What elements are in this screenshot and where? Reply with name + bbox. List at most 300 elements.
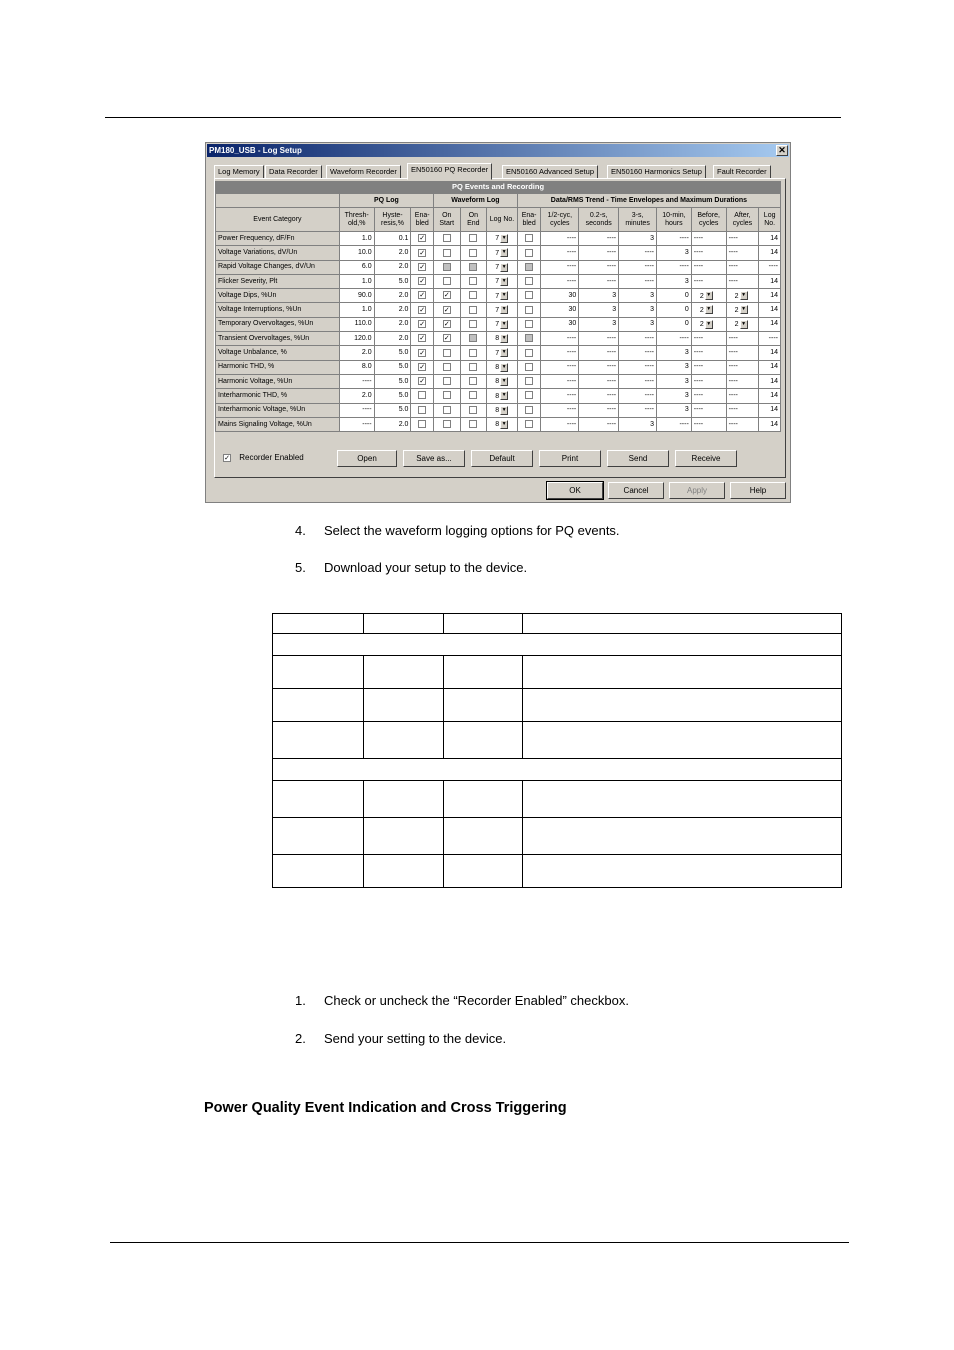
chevron-down-icon[interactable]: ▼ (501, 349, 507, 356)
seconds-field[interactable]: ---- (579, 332, 619, 346)
after-cycles-field[interactable]: ---- (726, 360, 759, 374)
minutes-field[interactable]: ---- (619, 260, 657, 274)
minutes-field[interactable]: 3 (619, 303, 657, 317)
trend-log-field[interactable]: 14 (759, 346, 781, 360)
trend-enabled-checkbox-box[interactable] (525, 320, 533, 328)
after-cycles-select[interactable] (726, 317, 759, 331)
tab-log-memory[interactable]: Log Memory (214, 165, 264, 179)
table-cell (523, 689, 842, 722)
chevron-down-icon[interactable]: ▼ (741, 292, 747, 299)
chevron-down-icon[interactable]: ▼ (501, 306, 507, 313)
pq-enabled-checkbox[interactable] (411, 274, 434, 288)
seconds-field[interactable]: ---- (579, 246, 619, 260)
on-start-checkbox[interactable] (433, 232, 460, 246)
pq-enabled-checkbox[interactable] (411, 360, 434, 374)
hysteresis-field[interactable]: 2.0 (374, 417, 411, 431)
after-cycles-field[interactable]: ---- (726, 246, 759, 260)
recorder-enabled[interactable] (223, 453, 304, 462)
seconds-field[interactable]: ---- (579, 232, 619, 246)
on-start-checkbox[interactable] (433, 289, 460, 303)
before-cycles-select[interactable] (691, 317, 726, 331)
waveform-log-select[interactable] (487, 274, 518, 288)
seconds-field[interactable]: ---- (579, 389, 619, 403)
seconds-field[interactable]: 3 (579, 289, 619, 303)
trend-enabled-checkbox-box[interactable] (525, 249, 533, 257)
hysteresis-field[interactable]: 0.1 (374, 232, 411, 246)
before-cycles-field[interactable]: ---- (691, 389, 726, 403)
hours-field[interactable]: 3 (657, 346, 692, 360)
on-end-checkbox-box[interactable] (469, 263, 477, 271)
threshold-field[interactable]: 110.0 (339, 317, 374, 331)
trend-enabled-checkbox-box[interactable] (525, 306, 533, 314)
hysteresis-field[interactable]: 5.0 (374, 346, 411, 360)
after-cycles-field[interactable]: ---- (726, 232, 759, 246)
seconds-field[interactable]: ---- (579, 374, 619, 388)
trend-enabled-checkbox[interactable] (517, 246, 541, 260)
pq-enabled-checkbox-box[interactable]: ✓ (419, 249, 426, 257)
seconds-field[interactable]: ---- (579, 403, 619, 417)
on-start-checkbox[interactable] (433, 246, 460, 260)
trend-enabled-checkbox[interactable] (517, 317, 541, 331)
threshold-field[interactable]: ---- (339, 403, 374, 417)
on-start-checkbox-box[interactable] (443, 377, 451, 385)
hysteresis-field[interactable]: 2.0 (374, 332, 411, 346)
chevron-down-icon[interactable]: ▼ (706, 320, 712, 327)
trend-enabled-checkbox-box[interactable] (525, 263, 533, 271)
help-button[interactable]: Help (730, 482, 786, 499)
trend-log-field[interactable]: 14 (759, 317, 781, 331)
pq-enabled-checkbox-box[interactable]: ✓ (419, 335, 426, 343)
minutes-field[interactable]: ---- (619, 403, 657, 417)
on-end-checkbox-box[interactable] (469, 334, 477, 342)
on-start-checkbox-box[interactable]: ✓ (443, 335, 450, 343)
threshold-field[interactable]: 2.0 (339, 389, 374, 403)
pq-enabled-checkbox[interactable] (411, 317, 434, 331)
hours-field[interactable]: 3 (657, 374, 692, 388)
pq-enabled-checkbox[interactable] (411, 332, 434, 346)
hours-field[interactable]: ---- (657, 417, 692, 431)
before-cycles-select[interactable] (691, 303, 726, 317)
half-cycle-field[interactable]: ---- (541, 260, 579, 274)
after-cycles-field[interactable]: ---- (726, 274, 759, 288)
save-as-button[interactable]: Save as... (403, 450, 465, 467)
before-cycles-field[interactable]: ---- (691, 417, 726, 431)
on-start-checkbox-box[interactable]: ✓ (443, 292, 450, 300)
on-start-checkbox[interactable] (433, 389, 460, 403)
on-start-checkbox[interactable] (433, 332, 460, 346)
waveform-log-select[interactable] (487, 303, 518, 317)
half-cycle-field[interactable]: ---- (541, 274, 579, 288)
on-end-checkbox[interactable] (460, 403, 487, 417)
close-icon[interactable]: ✕ (776, 145, 788, 156)
table-cell (523, 781, 842, 818)
pq-enabled-checkbox-box[interactable]: ✓ (419, 263, 426, 271)
waveform-log-select[interactable] (487, 389, 518, 403)
before-cycles-select[interactable] (691, 289, 726, 303)
on-start-checkbox[interactable] (433, 360, 460, 374)
before-cycles-field[interactable]: ---- (691, 374, 726, 388)
on-end-checkbox[interactable] (460, 332, 487, 346)
minutes-field[interactable]: ---- (619, 346, 657, 360)
trend-log-field[interactable]: 14 (759, 374, 781, 388)
half-cycle-field[interactable]: ---- (541, 360, 579, 374)
on-start-checkbox[interactable] (433, 274, 460, 288)
on-start-checkbox-box[interactable]: ✓ (443, 321, 450, 328)
threshold-field[interactable]: 10.0 (339, 246, 374, 260)
pq-enabled-checkbox[interactable] (411, 260, 434, 274)
group-pq-log: PQ Log (339, 194, 433, 208)
chevron-down-icon[interactable]: ▼ (706, 292, 712, 299)
threshold-field[interactable]: 6.0 (339, 260, 374, 274)
trend-log-field[interactable]: 14 (759, 246, 781, 260)
waveform-log-select[interactable] (487, 332, 518, 346)
threshold-field[interactable]: 8.0 (339, 360, 374, 374)
waveform-log-select[interactable] (487, 289, 518, 303)
hysteresis-field[interactable]: 5.0 (374, 403, 411, 417)
hours-field[interactable]: ---- (657, 232, 692, 246)
seconds-field[interactable]: ---- (579, 346, 619, 360)
chevron-down-icon[interactable]: ▼ (741, 320, 747, 327)
on-end-checkbox[interactable] (460, 274, 487, 288)
tab-en50160-pq-recorder[interactable]: EN50160 PQ Recorder (407, 163, 492, 180)
minutes-field[interactable]: ---- (619, 274, 657, 288)
threshold-field[interactable]: ---- (339, 374, 374, 388)
after-cycles-field[interactable]: ---- (726, 417, 759, 431)
ok-button[interactable]: OK (547, 482, 603, 499)
half-cycle-field[interactable]: ---- (541, 417, 579, 431)
chevron-down-icon[interactable]: ▼ (501, 320, 507, 327)
on-start-checkbox-box[interactable] (443, 420, 451, 428)
hours-field[interactable]: 3 (657, 389, 692, 403)
trend-enabled-checkbox-box[interactable] (525, 420, 533, 428)
minutes-field[interactable]: 3 (619, 232, 657, 246)
on-end-checkbox[interactable] (460, 289, 487, 303)
minutes-field[interactable]: ---- (619, 246, 657, 260)
on-end-checkbox-box[interactable] (469, 406, 477, 414)
trend-enabled-checkbox[interactable] (517, 403, 541, 417)
half-cycle-field[interactable]: 30 (541, 303, 579, 317)
trend-enabled-checkbox[interactable] (517, 360, 541, 374)
threshold-field[interactable]: ---- (339, 417, 374, 431)
trend-enabled-checkbox-box[interactable] (525, 406, 533, 414)
seconds-field[interactable]: ---- (579, 417, 619, 431)
seconds-field[interactable]: ---- (579, 360, 619, 374)
trend-log-field[interactable]: 14 (759, 232, 781, 246)
on-end-checkbox[interactable] (460, 417, 487, 431)
chevron-down-icon[interactable]: ▼ (501, 335, 507, 342)
tab-data-recorder[interactable]: Data Recorder (265, 165, 322, 179)
on-end-checkbox-box[interactable] (469, 420, 477, 428)
on-start-checkbox-box[interactable]: ✓ (443, 306, 450, 314)
before-cycles-field[interactable]: ---- (691, 274, 726, 288)
seconds-field[interactable]: ---- (579, 274, 619, 288)
chevron-down-icon[interactable]: ▼ (501, 392, 507, 399)
minutes-field[interactable]: 3 (619, 317, 657, 331)
waveform-log-select[interactable] (487, 317, 518, 331)
chevron-down-icon[interactable]: ▼ (706, 306, 712, 313)
chevron-down-icon[interactable]: ▼ (741, 306, 747, 313)
waveform-log-select[interactable] (487, 360, 518, 374)
on-end-checkbox[interactable] (460, 260, 487, 274)
before-cycles-field[interactable]: ---- (691, 403, 726, 417)
trend-log-field[interactable]: ---- (759, 260, 781, 274)
pq-enabled-checkbox-box[interactable]: ✓ (419, 278, 426, 286)
on-start-checkbox-box[interactable] (443, 363, 451, 371)
hysteresis-field[interactable]: 5.0 (374, 360, 411, 374)
hysteresis-field[interactable]: 5.0 (374, 374, 411, 388)
hysteresis-field[interactable]: 2.0 (374, 246, 411, 260)
on-start-checkbox-box[interactable] (443, 277, 451, 285)
pq-enabled-checkbox[interactable] (411, 417, 434, 431)
on-start-checkbox[interactable] (433, 346, 460, 360)
pq-enabled-checkbox[interactable] (411, 232, 434, 246)
on-start-checkbox-box[interactable] (443, 234, 451, 242)
trend-enabled-checkbox-box[interactable] (525, 349, 533, 357)
step-text: Select the waveform logging options for PQ events. (324, 523, 620, 538)
pq-enabled-checkbox[interactable] (411, 303, 434, 317)
recorder-enabled-checkbox[interactable]: ✓ (224, 454, 230, 462)
after-cycles-select[interactable] (726, 289, 759, 303)
chevron-down-icon[interactable]: ▼ (501, 363, 507, 370)
on-end-checkbox-box[interactable] (469, 306, 477, 314)
on-end-checkbox[interactable] (460, 374, 487, 388)
waveform-log-select[interactable] (487, 374, 518, 388)
minutes-field[interactable]: 3 (619, 417, 657, 431)
on-end-checkbox-box[interactable] (469, 320, 477, 328)
table-row (216, 246, 781, 260)
pq-enabled-checkbox-box[interactable]: ✓ (419, 378, 426, 386)
waveform-log-select-value: 7 (495, 235, 500, 243)
apply-button[interactable]: Apply (669, 482, 725, 499)
threshold-field[interactable]: 2.0 (339, 346, 374, 360)
hours-field[interactable]: 3 (657, 403, 692, 417)
trend-enabled-checkbox[interactable] (517, 260, 541, 274)
on-start-checkbox[interactable] (433, 303, 460, 317)
half-cycle-field[interactable]: ---- (541, 389, 579, 403)
on-end-checkbox-box[interactable] (469, 291, 477, 299)
hysteresis-field[interactable]: 5.0 (374, 389, 411, 403)
tab-fault-recorder[interactable]: Fault Recorder (713, 165, 771, 179)
hysteresis-field[interactable]: 5.0 (374, 274, 411, 288)
on-start-checkbox[interactable] (433, 374, 460, 388)
minutes-field[interactable]: ---- (619, 360, 657, 374)
on-end-checkbox-box[interactable] (469, 249, 477, 257)
on-end-checkbox[interactable] (460, 360, 487, 374)
trend-enabled-checkbox-box[interactable] (525, 277, 533, 285)
before-cycles-field[interactable]: ---- (691, 246, 726, 260)
tab-en50160-harmonics-setup[interactable]: EN50160 Harmonics Setup (607, 165, 706, 179)
threshold-field[interactable]: 1.0 (339, 303, 374, 317)
threshold-field[interactable]: 1.0 (339, 232, 374, 246)
half-cycle-field[interactable]: ---- (541, 403, 579, 417)
on-end-checkbox-box[interactable] (469, 277, 477, 285)
pq-enabled-checkbox-box[interactable] (418, 420, 426, 428)
after-cycles-field[interactable]: ---- (726, 260, 759, 274)
after-cycles-field[interactable]: ---- (726, 403, 759, 417)
on-start-checkbox[interactable] (433, 317, 460, 331)
minutes-field[interactable]: 3 (619, 289, 657, 303)
on-start-checkbox-box[interactable] (443, 349, 451, 357)
hours-field[interactable]: 3 (657, 360, 692, 374)
trend-enabled-checkbox-box[interactable] (525, 363, 533, 371)
cancel-button[interactable]: Cancel (608, 482, 664, 499)
trend-enabled-checkbox-box[interactable] (525, 234, 533, 242)
chevron-down-icon[interactable]: ▼ (501, 263, 507, 270)
pq-enabled-checkbox-box[interactable]: ✓ (419, 363, 426, 371)
hysteresis-field[interactable]: 2.0 (374, 289, 411, 303)
half-cycle-field[interactable]: ---- (541, 232, 579, 246)
chevron-down-icon[interactable]: ▼ (501, 377, 507, 384)
before-cycles-field[interactable]: ---- (691, 332, 726, 346)
pq-enabled-checkbox-box[interactable] (418, 391, 426, 399)
after-cycles-select[interactable] (726, 303, 759, 317)
hysteresis-field[interactable]: 2.0 (374, 260, 411, 274)
waveform-log-select[interactable] (487, 246, 518, 260)
trend-enabled-checkbox[interactable] (517, 417, 541, 431)
event-category: Voltage Unbalance, % (216, 346, 340, 360)
trend-enabled-checkbox-box[interactable] (525, 334, 533, 342)
after-cycles-field[interactable]: ---- (726, 332, 759, 346)
after-cycles-field[interactable]: ---- (726, 374, 759, 388)
trend-enabled-checkbox[interactable] (517, 274, 541, 288)
on-end-checkbox[interactable] (460, 317, 487, 331)
trend-log-field[interactable]: 14 (759, 360, 781, 374)
pq-enabled-checkbox-box[interactable] (418, 406, 426, 414)
default-button[interactable]: Default (471, 450, 533, 467)
waveform-log-select[interactable] (487, 260, 518, 274)
on-end-checkbox-box[interactable] (469, 349, 477, 357)
on-start-checkbox-box[interactable] (443, 391, 451, 399)
trend-enabled-checkbox-box[interactable] (525, 291, 533, 299)
waveform-log-select[interactable] (487, 403, 518, 417)
on-end-checkbox[interactable] (460, 389, 487, 403)
hours-field[interactable]: 0 (657, 317, 692, 331)
on-end-checkbox-box[interactable] (469, 234, 477, 242)
half-cycle-field[interactable]: 30 (541, 289, 579, 303)
hours-field[interactable]: 0 (657, 289, 692, 303)
tab-waveform-recorder[interactable]: Waveform Recorder (326, 165, 401, 179)
hours-field[interactable]: ---- (657, 260, 692, 274)
trend-enabled-checkbox-box[interactable] (525, 391, 533, 399)
on-end-checkbox-box[interactable] (469, 377, 477, 385)
half-cycle-field[interactable]: 30 (541, 317, 579, 331)
half-cycle-field[interactable]: ---- (541, 346, 579, 360)
hours-field[interactable]: 3 (657, 246, 692, 260)
half-cycle-field[interactable]: ---- (541, 374, 579, 388)
on-start-checkbox-box[interactable] (443, 263, 451, 271)
on-start-checkbox[interactable] (433, 417, 460, 431)
tab-en50160-advanced-setup[interactable]: EN50160 Advanced Setup (502, 165, 598, 179)
on-end-checkbox-box[interactable] (469, 391, 477, 399)
hysteresis-field[interactable]: 2.0 (374, 317, 411, 331)
on-start-checkbox-box[interactable] (443, 406, 451, 414)
waveform-log-select[interactable] (487, 232, 518, 246)
seconds-field[interactable]: 3 (579, 317, 619, 331)
open-button[interactable]: Open (337, 450, 397, 467)
trend-log-field[interactable]: 14 (759, 417, 781, 431)
threshold-field[interactable]: 90.0 (339, 289, 374, 303)
on-end-checkbox[interactable] (460, 246, 487, 260)
send-button[interactable]: Send (607, 450, 669, 467)
minutes-field[interactable]: ---- (619, 389, 657, 403)
pq-enabled-checkbox[interactable] (411, 346, 434, 360)
pq-enabled-checkbox[interactable] (411, 289, 434, 303)
on-end-checkbox-box[interactable] (469, 363, 477, 371)
chevron-down-icon[interactable]: ▼ (501, 420, 507, 427)
after-cycles-field[interactable]: ---- (726, 346, 759, 360)
trend-enabled-checkbox[interactable] (517, 346, 541, 360)
before-cycles-field[interactable]: ---- (691, 232, 726, 246)
chevron-down-icon[interactable]: ▼ (501, 234, 507, 241)
before-cycles-field[interactable]: ---- (691, 360, 726, 374)
trend-log-field[interactable]: 14 (759, 389, 781, 403)
on-end-checkbox[interactable] (460, 346, 487, 360)
trend-enabled-checkbox[interactable] (517, 332, 541, 346)
waveform-log-select[interactable] (487, 346, 518, 360)
trend-log-field[interactable]: 14 (759, 289, 781, 303)
half-cycle-field[interactable]: ---- (541, 246, 579, 260)
on-start-checkbox[interactable] (433, 260, 460, 274)
trend-enabled-checkbox[interactable] (517, 232, 541, 246)
trend-log-field[interactable]: ---- (759, 332, 781, 346)
pq-enabled-checkbox[interactable] (411, 246, 434, 260)
after-cycles-field[interactable]: ---- (726, 389, 759, 403)
trend-enabled-checkbox[interactable] (517, 389, 541, 403)
pq-enabled-checkbox-box[interactable]: ✓ (419, 235, 426, 243)
pq-enabled-checkbox-box[interactable]: ✓ (419, 306, 426, 314)
chevron-down-icon[interactable]: ▼ (501, 249, 507, 256)
trend-log-field[interactable]: 14 (759, 274, 781, 288)
pq-enabled-checkbox-box[interactable]: ✓ (419, 292, 426, 300)
pq-enabled-checkbox-box[interactable]: ✓ (419, 349, 426, 357)
trend-log-field[interactable]: 14 (759, 403, 781, 417)
before-cycles-field[interactable]: ---- (691, 346, 726, 360)
on-start-checkbox-box[interactable] (443, 249, 451, 257)
half-cycle-field[interactable]: ---- (541, 332, 579, 346)
on-end-checkbox[interactable] (460, 232, 487, 246)
table-cell (364, 855, 444, 888)
receive-button[interactable]: Receive (675, 450, 737, 467)
trend-enabled-checkbox[interactable] (517, 303, 541, 317)
trend-enabled-checkbox-box[interactable] (525, 377, 533, 385)
before-cycles-field[interactable]: ---- (691, 260, 726, 274)
seconds-field[interactable]: 3 (579, 303, 619, 317)
chevron-down-icon[interactable]: ▼ (501, 277, 507, 284)
seconds-field[interactable]: ---- (579, 260, 619, 274)
hysteresis-field[interactable]: 2.0 (374, 303, 411, 317)
on-end-checkbox[interactable] (460, 303, 487, 317)
chevron-down-icon[interactable]: ▼ (501, 406, 507, 413)
pq-enabled-checkbox[interactable] (411, 389, 434, 403)
hours-field[interactable]: ---- (657, 332, 692, 346)
trend-enabled-checkbox[interactable] (517, 374, 541, 388)
hours-field[interactable]: 0 (657, 303, 692, 317)
minutes-field[interactable]: ---- (619, 332, 657, 346)
trend-enabled-checkbox[interactable] (517, 289, 541, 303)
pq-enabled-checkbox-box[interactable]: ✓ (419, 321, 426, 328)
pq-enabled-checkbox[interactable] (411, 374, 434, 388)
threshold-field[interactable]: 1.0 (339, 274, 374, 288)
pq-enabled-checkbox[interactable] (411, 403, 434, 417)
on-start-checkbox[interactable] (433, 403, 460, 417)
waveform-log-select[interactable] (487, 417, 518, 431)
threshold-field[interactable]: 120.0 (339, 332, 374, 346)
trend-log-field[interactable]: 14 (759, 303, 781, 317)
print-button[interactable]: Print (539, 450, 601, 467)
chevron-down-icon[interactable]: ▼ (501, 292, 507, 299)
hours-field[interactable]: 3 (657, 274, 692, 288)
minutes-field[interactable]: ---- (619, 374, 657, 388)
